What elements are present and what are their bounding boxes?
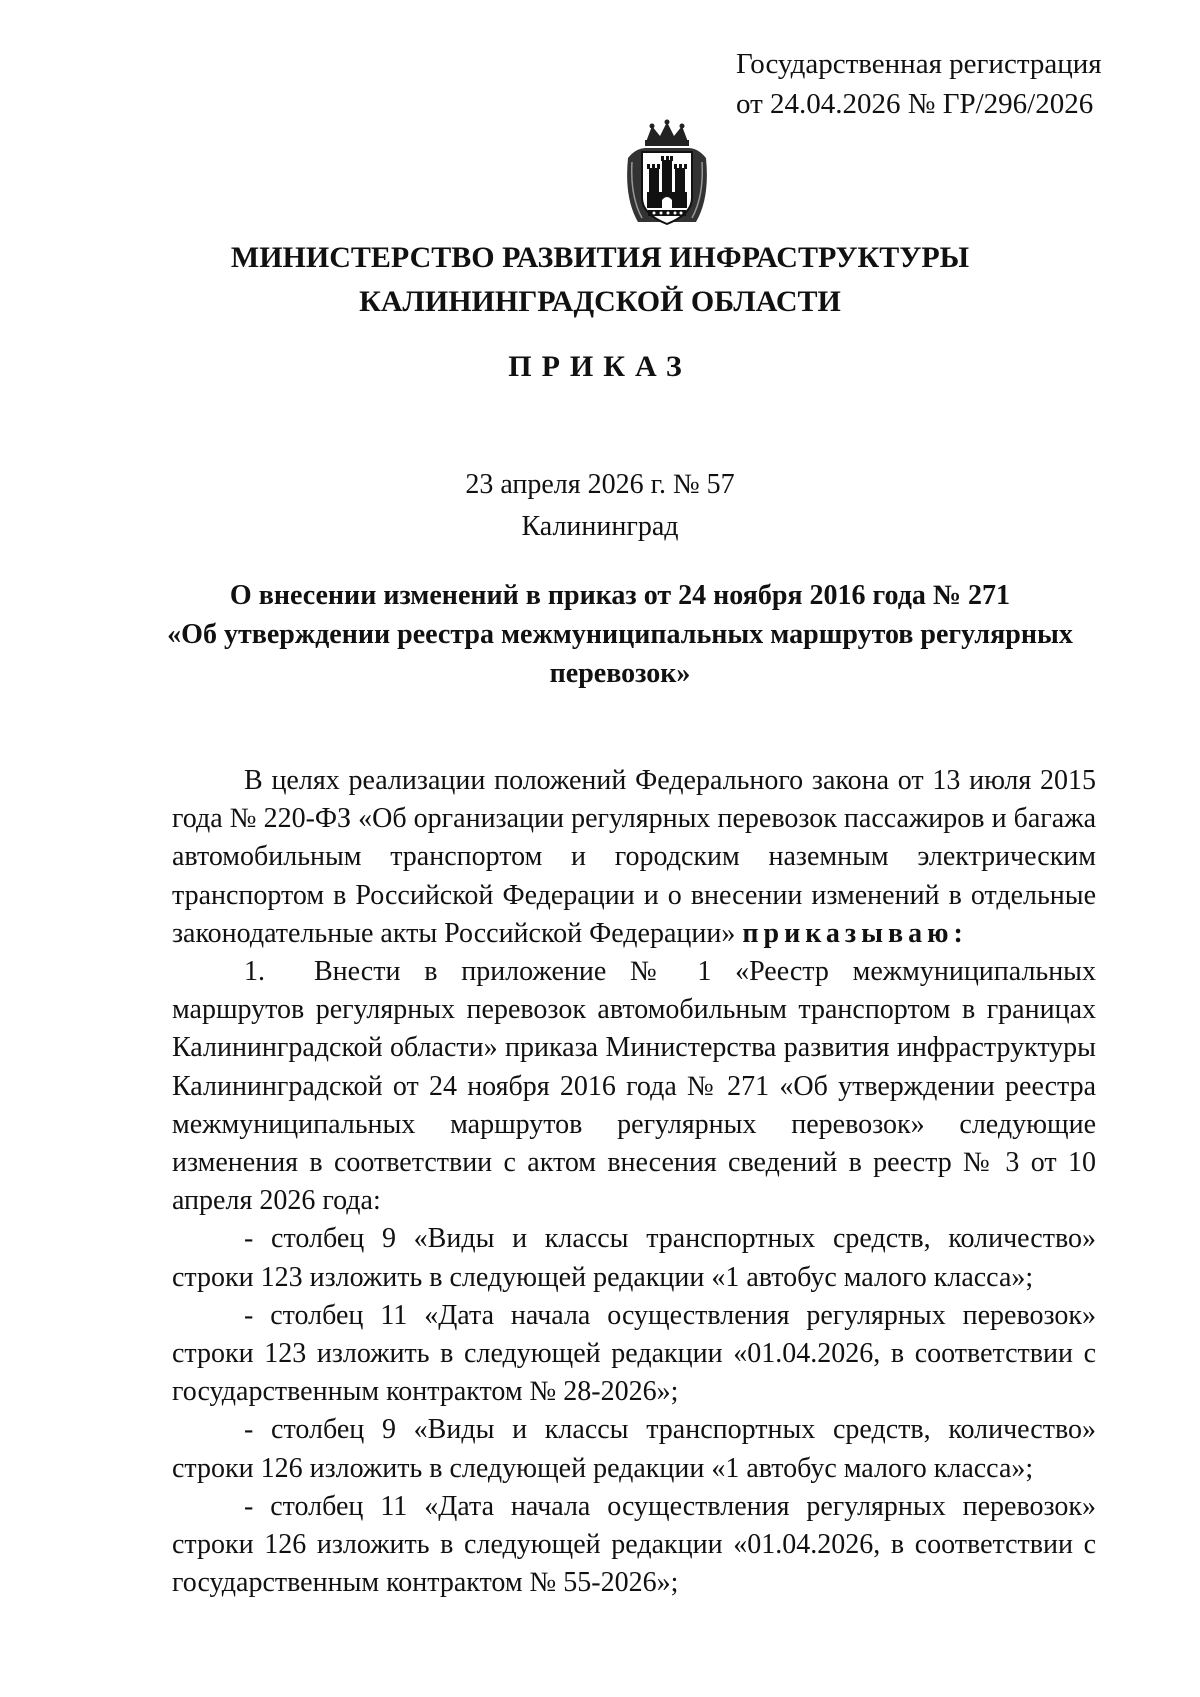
- item-1-paragraph: [172, 953, 1096, 1220]
- order-verb: приказываю:: [742, 917, 968, 949]
- ministry-line-2: КАЛИНИНГРАДСКОЙ ОБЛАСТИ: [359, 285, 841, 318]
- item-1-text: Внести в приложение № 1 «Реестр межмуниципальных маршрутов регулярных перевозок автомобильным транспортом в границах Калининградской области» приказа Министерства развития инфраструктуры Калининградской от 24 ноября 2016 года № 271 «Об утверждении реестра межмуниципальных маршрутов регулярных перевозок» следующие изменения в соответствии с актом внесения сведений в реестр № 3 от 10 апреля 2026 года:: [172, 956, 1096, 1217]
- preamble-text: В целях реализации положений Федерального закона от 13 июля 2015 года № 220-ФЗ «Об организации регулярных перевозок пассажиров и багажа автомобильным транспортом и городским наземным электрическим транспортом в Российской Федерации и о внесении изменений в отдельные законодательные акты Российской Федерации»: [172, 765, 1096, 949]
- city: Калининград: [521, 511, 679, 542]
- change-item: - столбец 9 «Виды и классы транспортных средств, количество» строки 123 изложить в следующей редакции «1 автобус малого класса»;: [172, 1223, 1096, 1293]
- order-date-number: 23 апреля 2026 г. № 57: [465, 469, 735, 500]
- registration-line-1: Государственная регистрация: [736, 48, 1102, 80]
- kaliningrad-coat-of-arms-icon: [618, 118, 716, 230]
- change-item: - столбец 11 «Дата начала осуществления регулярных перевозок» строки 123 изложить в следующей редакции «01.04.2026, в соответствии с государственным контрактом № 28-2026»;: [172, 1299, 1096, 1408]
- registration-line-2: от 24.04.2026 № ГР/296/2026: [736, 88, 1094, 120]
- subject-line-1: О внесении изменений в приказ от 24 ноября 2016 года № 271: [229, 580, 1011, 611]
- order-body: [172, 762, 1096, 1602]
- subject-line-2: «Об утверждении реестра межмуниципальных маршрутов регулярных: [167, 619, 1073, 650]
- preamble-paragraph: [172, 762, 1096, 953]
- date-and-city: [0, 464, 1200, 548]
- document-type: ПРИКАЗ: [508, 350, 692, 383]
- subject-line-3: перевозок»: [549, 658, 691, 689]
- registration-stamp: [736, 44, 1102, 124]
- ministry-header: [0, 236, 1200, 324]
- ministry-line-1: МИНИСТЕРСТВО РАЗВИТИЯ ИНФРАСТРУКТУРЫ: [230, 241, 970, 274]
- change-item: - столбец 11 «Дата начала осуществления регулярных перевозок» строки 126 изложить в следующей редакции «01.04.2026, в соответствии с государственным контрактом № 55-2026»;: [172, 1490, 1096, 1599]
- change-item: - столбец 9 «Виды и классы транспортных средств, количество» строки 126 изложить в следующей редакции «1 автобус малого класса»;: [172, 1414, 1096, 1484]
- order-subject: [150, 576, 1090, 693]
- item-1-number: 1.: [244, 956, 265, 988]
